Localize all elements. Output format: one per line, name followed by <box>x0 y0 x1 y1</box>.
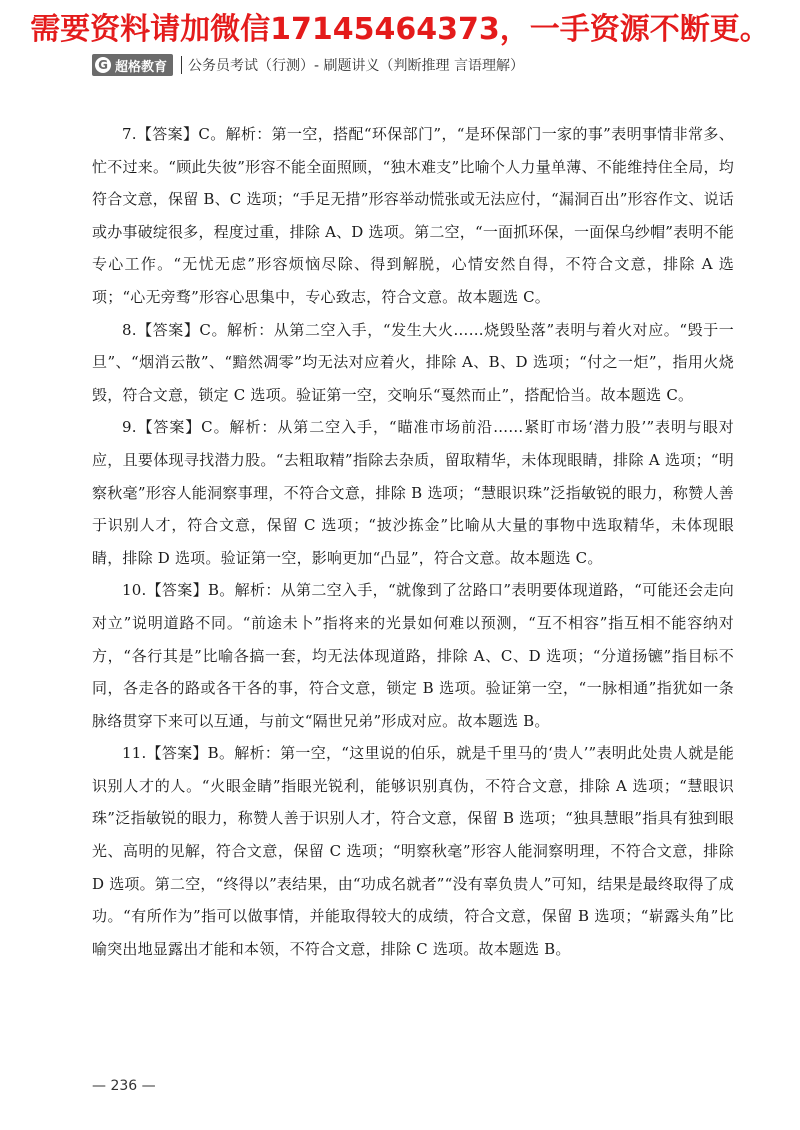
promo-banner <box>0 0 800 52</box>
answer-paragraph-8: 8.【答案】C。解析：从第二空入手，“发生大火……烧毁坠落”表明与着火对应。“毁于一旦”、“烟消云散”、“黯然凋零”均无法对应着火，排除 A、B、D 选项；“付之一炬”，指用火烧毁，符合文意，锁定 C 选项。验证第一空，交响乐“戛然而止”，搭配恰当。故本题选 C。 <box>92 320 734 404</box>
answer-explanations <box>92 118 734 965</box>
page-header <box>92 52 524 78</box>
answer-paragraph-7: 7.【答案】C。解析：第一空，搭配“环保部门”，“是环保部门一家的事”表明事情非常多、忙不过来。“顾此失彼”形容不能全面照顾，“独木难支”比喻个人力量单薄、不能维持住全局，均符合文意，保留 B、C 选项；“手足无措”形容举动慌张或无法应付，“漏洞百出”形容作文、说话或办事破绽很多，程度过重，排除 A、D 选项。第二空，“一面抓环保，一面保乌纱帽”表明不能专心工作。“无忧无虑”形容烦恼尽除、得到解脱，心情安然自得，不符合文意，排除 A 选项；“心无旁骛”形容心思集中，专心致志，符合文意。故本题选 C。 <box>92 125 734 306</box>
promo-banner-text: 需要资料请加微信17145464373，一手资源不断更。 <box>30 12 770 47</box>
logo-g-icon: G <box>95 57 111 73</box>
answer-paragraph-11: 11.【答案】B。解析：第一空，“这里说的伯乐，就是千里马的‘贵人’”表明此处贵人就是能识别人才的人。“火眼金睛”指眼光锐利，能够识别真伪，不符合文意，排除 A 选项；“慧眼识珠”泛指敏锐的眼力，称赞人善于识别人才，符合文意，保留 B 选项；“独具慧眼”指具有独到眼光、高明的见解，符合文意，保留 C 选项；“明察秋毫”形容人能洞察明理，不符合文意，排除 D 选项。第二空，“终得以”表结果，由“功成名就者”“没有辜负贵人”可知，结果是最终取得了成功。“有所作为”指可以做事情，并能取得较大的成绩，符合文意，保留 B 选项；“崭露头角”比喻突出地显露出才能和本领，不符合文意，排除 C 选项。故本题选 B。 <box>92 744 735 958</box>
header-divider <box>181 56 182 74</box>
page-number: — 236 — <box>92 1078 156 1094</box>
answer-paragraph-10: 10.【答案】B。解析：从第二空入手，“就像到了岔路口”表明要体现道路，“可能还会走向对立”说明道路不同。“前途未卜”指将来的光景如何难以预测，“互不相容”指互相不能容纳对方，“各行其是”比喻各搞一套，均无法体现道路，排除 A、C、D 选项；“分道扬镳”指目标不同，各走各的路或各干各的事，符合文意，锁定 B 选项。验证第一空，“一脉相通”指犹如一条脉络贯穿下来可以互通，与前文“隔世兄弟”形成对应。故本题选 B。 <box>92 581 734 730</box>
header-title: 公务员考试（行测）- 刷题讲义（判断推理 言语理解） <box>188 58 524 74</box>
logo-text: 超格教育 <box>115 59 168 75</box>
publisher-logo <box>92 54 173 76</box>
answer-paragraph-9: 9.【答案】C。解析：从第二空入手，“瞄准市场前沿……紧盯市场‘潜力股’”表明与眼对应，且要体现寻找潜力股。“去粗取精”指除去杂质，留取精华，未体现眼睛，排除 A 选项；“明察秋毫”形容人能洞察事理，不符合文意，排除 B 选项；“慧眼识珠”泛指敏锐的眼力，称赞人善于识别人才，符合文意，保留 C 选项；“披沙拣金”比喻从大量的事物中选取精华，未体现眼睛，排除 D 选项。验证第一空，影响更加“凸显”，符合文意。故本题选 C。 <box>92 418 734 567</box>
